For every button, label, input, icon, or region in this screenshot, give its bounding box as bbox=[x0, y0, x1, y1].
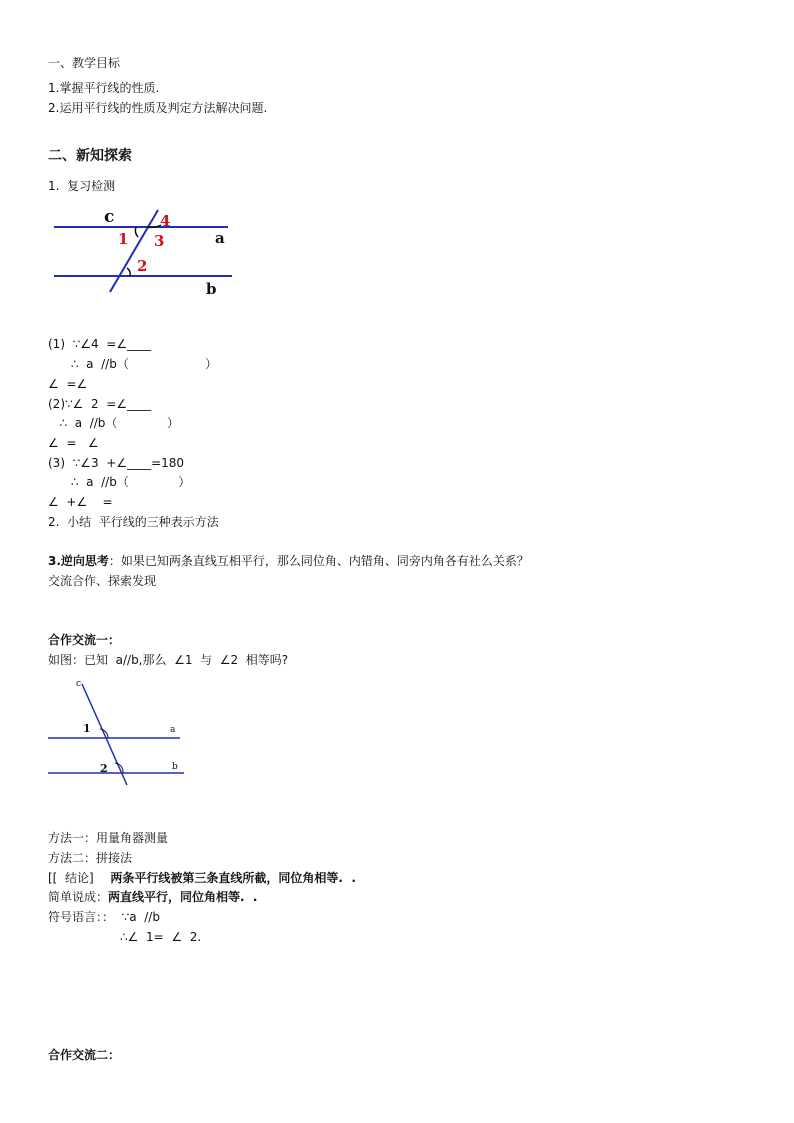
label-3: 3 bbox=[154, 232, 165, 250]
exercise-line: ∠ =∠ bbox=[48, 377, 88, 391]
section-2-title: 二、新知探索 bbox=[48, 148, 132, 164]
exercise-line: (3) ∵∠3 +∠____=180 bbox=[48, 456, 185, 470]
exercise-line: (2)∵∠ 2 =∠____ bbox=[48, 397, 152, 411]
coop-1-question: 如图：已知 a//b,那么 ∠1 与 ∠2 相等吗? bbox=[48, 653, 289, 667]
reverse-thinking bbox=[48, 553, 529, 569]
conclusion-line bbox=[48, 870, 356, 886]
reverse-prefix: 3.逆向思考 bbox=[48, 554, 109, 568]
reverse-text: ：如果已知两条直线互相平行，那么同位角、内错角、同旁内角各有社么关系？ bbox=[108, 554, 529, 568]
line-c bbox=[110, 210, 158, 292]
label-a: a bbox=[215, 229, 225, 247]
exercise-line: ∠ = ∠ bbox=[48, 436, 99, 450]
exercise-line: ∴ a //b（ ） bbox=[48, 416, 179, 430]
simple-prefix: 简单说成： bbox=[48, 890, 109, 904]
simple-line bbox=[48, 889, 258, 905]
exercise-line: ∠ +∠ = bbox=[48, 495, 113, 509]
method-2: 方法二：拼接法 bbox=[48, 851, 133, 865]
label-1: 1 bbox=[118, 230, 129, 248]
label-2: 2 bbox=[100, 762, 108, 775]
review-title: 1. 复习检测 bbox=[48, 179, 116, 193]
simple-text: 两直线平行，同位角相等. . bbox=[108, 890, 258, 904]
angle-arc-2 bbox=[127, 268, 130, 276]
symbol-line-1: 符号语言：： ∵a //b bbox=[48, 910, 160, 924]
angle-arc-1 bbox=[135, 227, 138, 237]
reverse-sub: 交流合作、探索发现 bbox=[48, 574, 157, 588]
conclusion-prefix: [[ 结论] bbox=[48, 871, 94, 885]
section-1-title: 一、教学目标 bbox=[48, 56, 121, 70]
label-4: 4 bbox=[160, 212, 171, 230]
label-1: 1 bbox=[83, 722, 91, 735]
exercise-line: (1) ∵∠4 =∠____ bbox=[48, 337, 152, 351]
conclusion-text: 两条平行线被第三条直线所截，同位角相等. . bbox=[93, 871, 356, 885]
figure-1-parallel-lines bbox=[48, 205, 248, 300]
label-b: b bbox=[172, 762, 178, 772]
label-2: 2 bbox=[137, 257, 148, 275]
symbol-line-2: ∴∠ 1= ∠ 2. bbox=[120, 930, 202, 944]
label-c: c bbox=[104, 207, 115, 227]
summary-line: 2. 小结 平行线的三种表示方法 bbox=[48, 515, 219, 529]
exercise-line: ∴ a //b（ ） bbox=[48, 475, 191, 489]
coop-2-title: 合作交流二： bbox=[48, 1048, 121, 1062]
exercise-line: ∴ a //b（ ） bbox=[48, 357, 218, 371]
label-a: a bbox=[170, 725, 176, 735]
goal-1: 1.掌握平行线的性质. bbox=[48, 81, 160, 95]
method-1: 方法一：用量角器测量 bbox=[48, 831, 169, 845]
coop-1-title: 合作交流一： bbox=[48, 633, 121, 647]
figure-2-parallel-lines bbox=[46, 676, 191, 788]
label-c: c bbox=[76, 679, 82, 689]
label-b: b bbox=[206, 280, 217, 298]
goal-2: 2.运用平行线的性质及判定方法解决问题. bbox=[48, 101, 268, 115]
